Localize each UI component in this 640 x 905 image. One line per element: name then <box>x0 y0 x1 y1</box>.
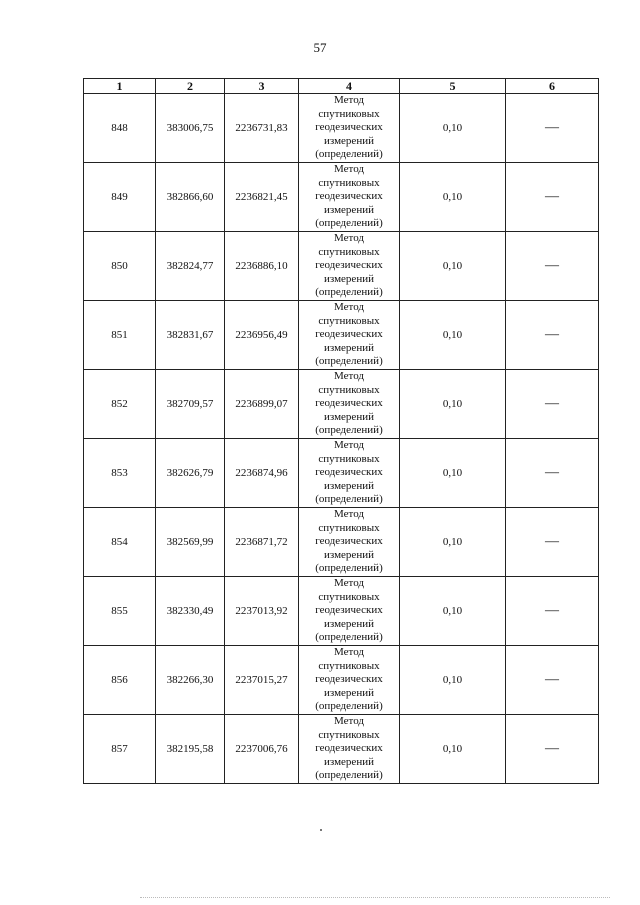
note-cell: — <box>506 232 599 301</box>
method-line: геодезических <box>315 535 383 548</box>
x-coordinate-cell: 382866,60 <box>156 163 225 232</box>
accuracy-cell: 0,10 <box>400 577 506 646</box>
point-number-cell: 857 <box>84 715 156 784</box>
method-line: (определений) <box>315 700 383 713</box>
method-line: Метод <box>334 370 364 383</box>
method-line: Метод <box>334 715 364 728</box>
method-line: (определений) <box>315 631 383 644</box>
accuracy-cell: 0,10 <box>400 370 506 439</box>
method-line: Метод <box>334 301 364 314</box>
point-number-cell: 854 <box>84 508 156 577</box>
method-line: геодезических <box>315 742 383 755</box>
note-cell: — <box>506 370 599 439</box>
method-line: измерений <box>324 410 374 423</box>
y-coordinate-cell: 2237006,76 <box>225 715 299 784</box>
method-cell <box>299 439 400 508</box>
column-header: 1 <box>84 79 156 94</box>
column-header: 4 <box>299 79 400 94</box>
method-cell <box>299 370 400 439</box>
method-line: спутниковых <box>318 452 380 465</box>
accuracy-cell: 0,10 <box>400 163 506 232</box>
method-line: геодезических <box>315 259 383 272</box>
note-cell: — <box>506 715 599 784</box>
accuracy-cell: 0,10 <box>400 439 506 508</box>
table-row <box>84 301 599 370</box>
method-line: геодезических <box>315 121 383 134</box>
method-line: измерений <box>324 617 374 630</box>
page-number: 57 <box>313 40 327 55</box>
method-line: Метод <box>334 232 364 245</box>
scan-artifact-line <box>140 897 610 898</box>
method-line: геодезических <box>315 673 383 686</box>
note-cell: — <box>506 439 599 508</box>
y-coordinate-cell: 2237013,92 <box>225 577 299 646</box>
method-line: Метод <box>334 508 364 521</box>
accuracy-cell: 0,10 <box>400 232 506 301</box>
y-coordinate-cell: 2236874,96 <box>225 439 299 508</box>
accuracy-cell: 0,10 <box>400 508 506 577</box>
table-row <box>84 163 599 232</box>
method-line: Метод <box>334 646 364 659</box>
note-cell: — <box>506 94 599 163</box>
x-coordinate-cell: 382569,99 <box>156 508 225 577</box>
x-coordinate-cell: 382831,67 <box>156 301 225 370</box>
y-coordinate-cell: 2236871,72 <box>225 508 299 577</box>
method-line: геодезических <box>315 604 383 617</box>
method-line: спутниковых <box>318 383 380 396</box>
method-line: спутниковых <box>318 659 380 672</box>
method-line: спутниковых <box>318 728 380 741</box>
column-header: 5 <box>400 79 506 94</box>
point-number-cell: 855 <box>84 577 156 646</box>
x-coordinate-cell: 382266,30 <box>156 646 225 715</box>
accuracy-cell: 0,10 <box>400 715 506 784</box>
y-coordinate-cell: 2236956,49 <box>225 301 299 370</box>
method-line: (определений) <box>315 286 383 299</box>
point-number-cell: 856 <box>84 646 156 715</box>
note-cell: — <box>506 508 599 577</box>
method-line: геодезических <box>315 328 383 341</box>
method-line: (определений) <box>315 769 383 782</box>
note-cell: — <box>506 301 599 370</box>
method-line: измерений <box>324 341 374 354</box>
accuracy-cell: 0,10 <box>400 301 506 370</box>
method-line: (определений) <box>315 355 383 368</box>
note-cell: — <box>506 163 599 232</box>
method-cell <box>299 577 400 646</box>
x-coordinate-cell: 382824,77 <box>156 232 225 301</box>
method-line: спутниковых <box>318 107 380 120</box>
table-row <box>84 715 599 784</box>
table-row <box>84 232 599 301</box>
method-line: спутниковых <box>318 590 380 603</box>
point-number-cell: 851 <box>84 301 156 370</box>
method-line: измерений <box>324 134 374 147</box>
method-cell <box>299 508 400 577</box>
method-line: спутниковых <box>318 245 380 258</box>
method-cell <box>299 646 400 715</box>
method-line: (определений) <box>315 493 383 506</box>
method-line: спутниковых <box>318 314 380 327</box>
note-cell: — <box>506 577 599 646</box>
method-line: (определений) <box>315 424 383 437</box>
method-line: измерений <box>324 548 374 561</box>
table-row <box>84 439 599 508</box>
column-header: 2 <box>156 79 225 94</box>
x-coordinate-cell: 382195,58 <box>156 715 225 784</box>
table-row <box>84 577 599 646</box>
method-line: Метод <box>334 577 364 590</box>
x-coordinate-cell: 382330,49 <box>156 577 225 646</box>
method-line: (определений) <box>315 148 383 161</box>
method-cell <box>299 94 400 163</box>
method-line: Метод <box>334 94 364 107</box>
method-line: Метод <box>334 163 364 176</box>
y-coordinate-cell: 2237015,27 <box>225 646 299 715</box>
table-row <box>84 94 599 163</box>
x-coordinate-cell: 382709,57 <box>156 370 225 439</box>
method-line: спутниковых <box>318 521 380 534</box>
point-number-cell: 853 <box>84 439 156 508</box>
point-number-cell: 848 <box>84 94 156 163</box>
point-number-cell: 852 <box>84 370 156 439</box>
note-cell: — <box>506 646 599 715</box>
point-number-cell: 850 <box>84 232 156 301</box>
table-row <box>84 508 599 577</box>
column-header: 3 <box>225 79 299 94</box>
method-line: измерений <box>324 686 374 699</box>
y-coordinate-cell: 2236899,07 <box>225 370 299 439</box>
method-line: измерений <box>324 272 374 285</box>
table-header-row <box>84 79 599 94</box>
accuracy-cell: 0,10 <box>400 646 506 715</box>
column-header: 6 <box>506 79 599 94</box>
coordinates-table <box>83 78 599 784</box>
method-line: (определений) <box>315 562 383 575</box>
y-coordinate-cell: 2236731,83 <box>225 94 299 163</box>
y-coordinate-cell: 2236886,10 <box>225 232 299 301</box>
method-cell <box>299 715 400 784</box>
method-line: геодезических <box>315 466 383 479</box>
table-row <box>84 370 599 439</box>
method-cell <box>299 301 400 370</box>
method-cell <box>299 163 400 232</box>
point-number-cell: 849 <box>84 163 156 232</box>
x-coordinate-cell: 382626,79 <box>156 439 225 508</box>
method-line: спутниковых <box>318 176 380 189</box>
method-line: геодезических <box>315 190 383 203</box>
method-cell <box>299 232 400 301</box>
scan-speck <box>320 829 322 831</box>
method-line: измерений <box>324 203 374 216</box>
x-coordinate-cell: 383006,75 <box>156 94 225 163</box>
accuracy-cell: 0,10 <box>400 94 506 163</box>
table-row <box>84 646 599 715</box>
method-line: измерений <box>324 755 374 768</box>
method-line: измерений <box>324 479 374 492</box>
method-line: Метод <box>334 439 364 452</box>
method-line: геодезических <box>315 397 383 410</box>
method-line: (определений) <box>315 217 383 230</box>
y-coordinate-cell: 2236821,45 <box>225 163 299 232</box>
